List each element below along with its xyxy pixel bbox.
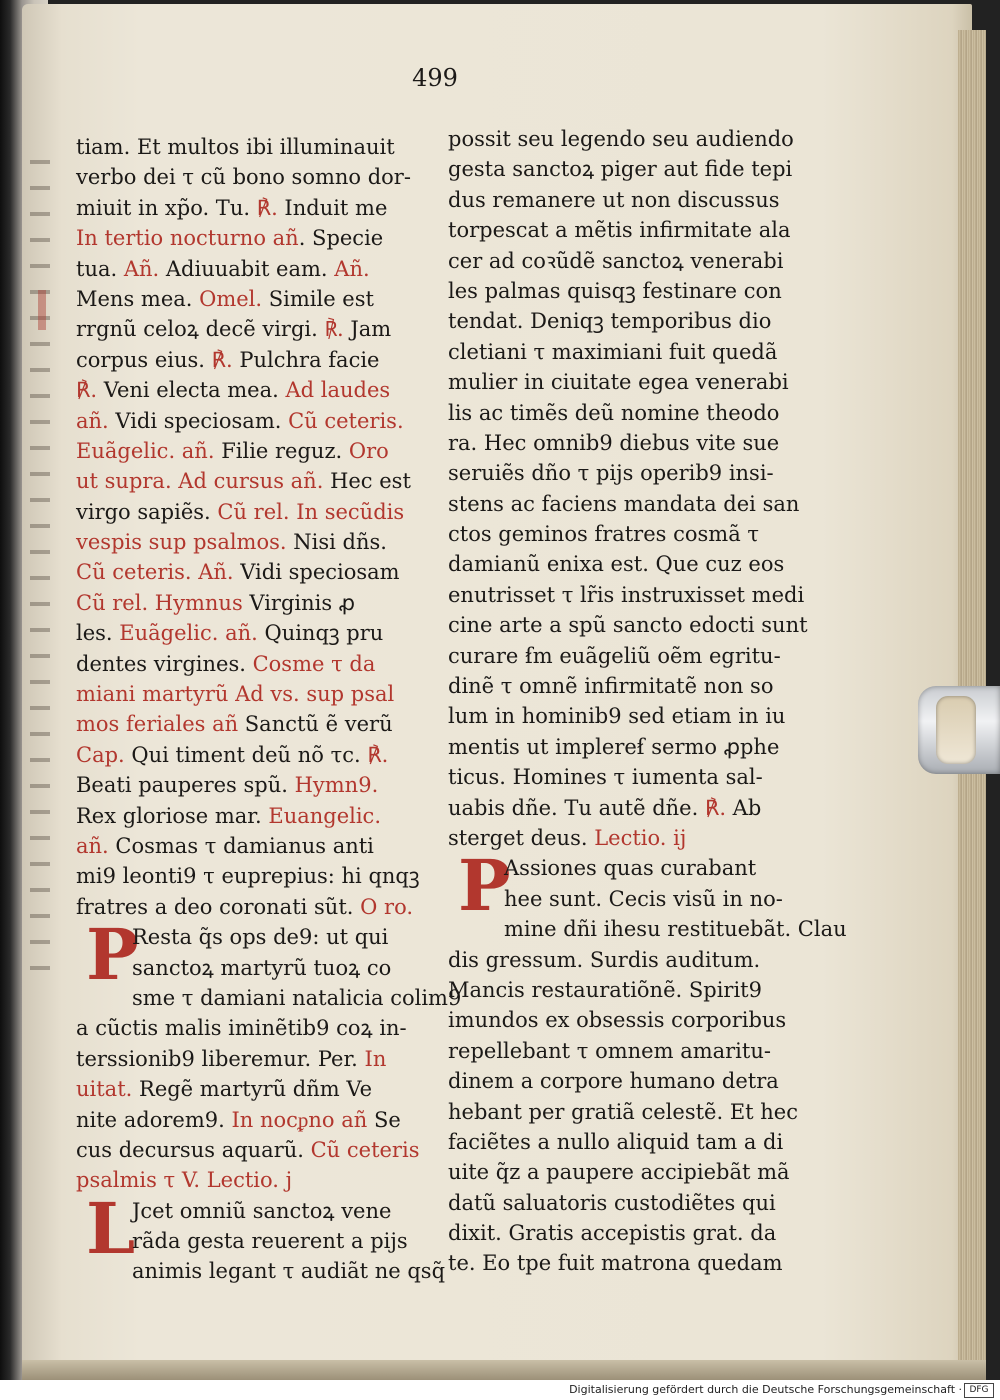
body-text: sterget deus. [448, 825, 595, 850]
text-line [76, 679, 428, 709]
text-line [448, 337, 798, 367]
body-text: tua. [76, 256, 124, 281]
text-line [448, 1188, 798, 1218]
dfg-logo: DFG [964, 1383, 994, 1398]
text-line [448, 671, 798, 701]
text-line [448, 246, 798, 276]
initial-block [448, 844, 798, 928]
text-line [76, 254, 428, 284]
body-text: les. [76, 621, 120, 646]
body-text: Simile est [262, 286, 374, 311]
body-text: damianũ enixa est. Que cuz eos [448, 552, 785, 577]
decorated-initial: P [458, 844, 511, 928]
text-line [448, 458, 798, 488]
text-line [448, 1066, 798, 1096]
body-text: cer ad coꝛũdẽ sanctoꝝ venerabi [448, 248, 784, 273]
body-text: dinem a corpore humano detra [448, 1069, 779, 1094]
rubric-text: ℟. [76, 378, 98, 403]
text-line [448, 945, 798, 975]
body-text: dentes virgines. [76, 651, 253, 676]
rubric-text: O ro. [360, 894, 414, 919]
text-line [76, 649, 428, 679]
body-text [200, 1168, 207, 1192]
rubric-text: uitat. [76, 1077, 133, 1102]
body-text: Hec est [323, 469, 411, 494]
body-text: Induit me [277, 195, 388, 220]
rubric-text: Añ. [123, 256, 160, 281]
text-line [448, 428, 798, 458]
body-text: nite adorem9. [76, 1107, 232, 1132]
rubric-text: Cap. [76, 742, 125, 767]
body-text: mi9 leonti9 τ euprepius: hi qnqꝫ [76, 864, 420, 889]
body-text: mulier in ciuitate egea venerabi [448, 370, 789, 395]
body-text: ctos geminos fratres cosmã τ [448, 522, 760, 547]
body-text: Filie reguz. [214, 438, 349, 463]
text-line [76, 1105, 428, 1135]
text-line [76, 1074, 428, 1104]
rubric-text: ℟. [367, 742, 389, 767]
text-line [76, 861, 428, 891]
text-line [448, 762, 798, 792]
text-line [76, 618, 428, 648]
text-line [448, 1036, 798, 1066]
page-clamp-window [936, 696, 976, 764]
text-line [76, 1044, 428, 1074]
rubric-text: añ. [76, 833, 109, 858]
body-text: curare ẜm euãgeliũ oẽm egritu- [448, 643, 781, 668]
text-line [448, 732, 798, 762]
rubric-text: Lectio. ij [594, 825, 687, 850]
rubric-text: Oro [348, 438, 389, 463]
funding-note: Digitalisierung gefördert durch die Deutsche Forschungsgemeinschaft · [569, 1383, 962, 1396]
body-text: rãda gesta reuerent a pijs [132, 1229, 408, 1254]
text-line [448, 185, 798, 215]
body-text: Quinqꝫ pru [257, 621, 384, 646]
rubric-text: In tertio nocturno añ [76, 226, 299, 251]
body-text: Vidi speciosam. [108, 408, 289, 433]
body-text: tiam. Et multos ibi illuminauit [76, 135, 395, 159]
text-line [76, 436, 428, 466]
body-text: Beati pauperes spũ. [76, 773, 295, 798]
body-text: rrgnũ celoꝝ decẽ virgi. [76, 317, 325, 342]
body-text: Mancis restauratiõnẽ. Spirit9 [448, 977, 762, 1002]
text-line [76, 132, 428, 162]
body-text: repellebant τ omnem amaritu- [448, 1038, 771, 1063]
body-text: enutrisset τ lr̃is instruxisset medi [448, 582, 805, 607]
decorated-initial: P [86, 913, 139, 997]
text-line [448, 306, 798, 336]
body-text: seruiẽs dño τ pijs operib9 insi- [448, 461, 774, 486]
rubric-text: Euãgelic. añ. [76, 438, 215, 463]
body-text: dixit. Gratis accepistis grat. da [448, 1221, 777, 1246]
body-text: Adiuuabit eam. [159, 256, 335, 281]
text-line [448, 519, 798, 549]
rubric-text: Añ. [334, 256, 370, 281]
body-text: Resta q̃s ops de9: ut qui [132, 925, 389, 950]
body-text: lis ac timẽs deũ nomine theodo [448, 400, 780, 425]
rubric-text: mos feriales añ [76, 712, 239, 737]
body-text: Vidi speciosam [233, 560, 400, 585]
rubric-text: añ. [76, 408, 109, 433]
text-line [76, 162, 428, 192]
rubric-text: ℟. [256, 195, 278, 220]
body-text: te. Eo tpe fuit matrona quedam [448, 1251, 783, 1276]
left-text-column [76, 132, 462, 1287]
body-text: Cosmas τ damianus anti [108, 833, 374, 858]
body-text: dus remanere ut non discussus [448, 187, 780, 212]
body-text: Rex gloriose mar. [76, 803, 269, 828]
text-line [76, 1135, 428, 1165]
rubric-text: Lectio. j [206, 1168, 293, 1193]
text-line [448, 276, 798, 306]
decorated-initial: L [86, 1186, 136, 1270]
body-text: les palmas quisqꝫ festinare con [448, 278, 782, 303]
text-line [76, 314, 428, 344]
body-text: Regẽ martyrũ dñm Ve [132, 1077, 373, 1102]
rubric-text: Cosme τ da [252, 651, 376, 676]
body-text: Virginis ꝓ [242, 590, 356, 615]
rubric-text: Ad laudes [285, 378, 391, 403]
text-line [448, 975, 798, 1005]
body-text: a cũctis malis iminẽtib9 coꝝ in- [76, 1016, 407, 1041]
facing-page-bleed-through [30, 160, 50, 980]
text-line [448, 489, 798, 519]
text-line [448, 367, 798, 397]
body-text: Veni electa mea. [97, 378, 286, 403]
page-bottom-edge [22, 1360, 986, 1380]
rubric-text: Cũ rel. Hymnus [76, 590, 243, 615]
body-text: hee sunt. Cecis visũ in no- [504, 886, 783, 911]
rubric-text: Cũ rel. In secũdis [217, 499, 405, 524]
rubric-text: ut supra. Ad cursus añ. [76, 469, 324, 494]
right-text-column [448, 124, 847, 1279]
body-text: faciẽtes a nullo aliquid tam a di [448, 1129, 784, 1154]
text-line [76, 527, 428, 557]
body-text: Jcet omniũ sanctoꝝ vene [132, 1198, 392, 1223]
text-line [448, 610, 808, 640]
body-text: Pulchra facie [232, 347, 380, 372]
rubric-text: ℟. [211, 347, 233, 372]
body-text: Sanctũ ẽ verũ [238, 712, 393, 737]
body-text: Assiones quas curabant [504, 856, 757, 881]
text-line [76, 557, 428, 587]
rubric-text: Hymn9. [294, 773, 379, 798]
body-text: imundos ex obsessis corporibus [448, 1008, 787, 1033]
text-line [448, 1157, 798, 1187]
text-line [76, 193, 428, 223]
text-line [448, 1127, 798, 1157]
text-line [76, 1165, 428, 1195]
body-text: ra. Hec omnib9 diebus vite sue [448, 430, 780, 455]
text-line [448, 641, 798, 671]
text-line [76, 284, 428, 314]
body-text: cletiani τ maximiani fuit quedã [448, 339, 778, 364]
rubric-text: ℟. [704, 795, 726, 820]
text-line [448, 1248, 798, 1278]
body-text: corpus eius. [76, 347, 212, 372]
body-text: uite q̃z a paupere accipiebãt mã [448, 1160, 790, 1185]
body-text: . Specie [298, 226, 384, 251]
body-text: possit seu legendo seu audiendo [448, 127, 794, 151]
body-text: sme τ damiani natalicia colim9 [132, 985, 462, 1010]
initial-block [76, 913, 428, 997]
body-text: mine dñi ihesu restituebãt. Clau [504, 917, 847, 942]
body-text: Se [367, 1107, 401, 1132]
text-line [76, 223, 428, 253]
body-text: stens ac faciens mandata dei san [448, 491, 800, 516]
text-line [76, 375, 428, 405]
body-text: verbo dei τ cũ bono somno dor- [76, 165, 411, 190]
body-text: gesta sanctoꝝ piger aut fide tepi [448, 157, 793, 182]
text-line [76, 709, 428, 739]
body-text: hebant per gratiã celestẽ. Et hec [448, 1099, 798, 1124]
text-line [448, 398, 798, 428]
text-line [448, 215, 798, 245]
digitization-footer [0, 1380, 1000, 1400]
rubric-text: Omel. [199, 286, 263, 311]
rubric-text: Euangelic. [268, 803, 381, 828]
body-text: sanctoꝝ martyrũ tuoꝝ co [132, 955, 392, 980]
body-text: tendat. Deniqꝫ temporibus dio [448, 309, 772, 334]
body-text: cine arte a spũ sancto edocti sunt [448, 613, 808, 638]
text-line [76, 406, 428, 436]
text-line [448, 580, 805, 610]
body-text: fratres a deo coronati sũt. [76, 894, 361, 919]
text-line [76, 740, 428, 770]
text-line [448, 549, 798, 579]
text-line [76, 892, 428, 922]
text-line [448, 823, 798, 853]
body-text: Ab [726, 795, 762, 820]
body-text: dis gressum. Surdis auditum. [448, 947, 761, 972]
page-number: 499 [412, 64, 458, 92]
body-text: terssionib9 liberemur. Per. [76, 1046, 365, 1071]
rubric-text: In nocᵱno añ [231, 1107, 368, 1132]
text-line [448, 701, 798, 731]
body-text: virgo sapiẽs. [76, 499, 218, 524]
initial-block [76, 1186, 428, 1270]
rubric-text: ℟. [324, 317, 344, 342]
body-text: animis legant τ audiãt ne qsq̃ [132, 1259, 446, 1284]
text-line [76, 770, 428, 800]
body-text: dinẽ τ omnẽ infirmitatẽ non so [448, 674, 774, 699]
body-text: uabis dñe. Tu autẽ dñe. [448, 795, 705, 820]
body-text: ticus. Homines τ iumenta sal- [448, 765, 763, 790]
body-text: datũ saluatoris custodiẽtes qui [448, 1190, 776, 1215]
body-text: Nisi dñs. [286, 530, 387, 555]
text-line [448, 1005, 798, 1035]
rubric-text: In [364, 1046, 387, 1071]
text-line [448, 1218, 798, 1248]
body-text: Jam [343, 317, 392, 342]
rubric-text: Cũ ceteris. Añ. [76, 560, 234, 585]
rubric-text: vespis sup psalmos. [76, 530, 287, 555]
text-line [76, 345, 428, 375]
text-line [76, 588, 428, 618]
body-text: mentis ut implereẜ sermo ꝓphe [448, 734, 780, 759]
text-line [76, 801, 428, 831]
body-text: torpescat a mẽtis infirmitate ala [448, 218, 791, 243]
facing-page-rubric-bleed [38, 290, 46, 330]
rubric-text: Euãgelic. añ. [119, 621, 258, 646]
text-line [76, 1013, 428, 1043]
body-text: lum in hominib9 sed etiam in iu [448, 704, 786, 729]
rubric-text: Cũ ceteris. [288, 408, 404, 433]
text-line [76, 497, 428, 527]
body-text: cus decursus aquarũ. [76, 1137, 311, 1162]
text-line [448, 124, 798, 154]
body-text: Qui timent deũ nõ τc. [124, 742, 368, 767]
text-line [448, 154, 798, 184]
text-line [448, 1097, 798, 1127]
rubric-text: miani martyrũ Ad vs. sup psal [76, 682, 395, 707]
body-text: miuit in xp̃o. Tu. [76, 195, 257, 220]
rubric-text: Cũ ceteris [310, 1137, 420, 1162]
rubric-text: psalmis τ V. [76, 1168, 201, 1193]
text-line [76, 831, 428, 861]
body-text: Mens mea. [76, 286, 200, 311]
text-line [448, 793, 798, 823]
text-line [76, 466, 428, 496]
